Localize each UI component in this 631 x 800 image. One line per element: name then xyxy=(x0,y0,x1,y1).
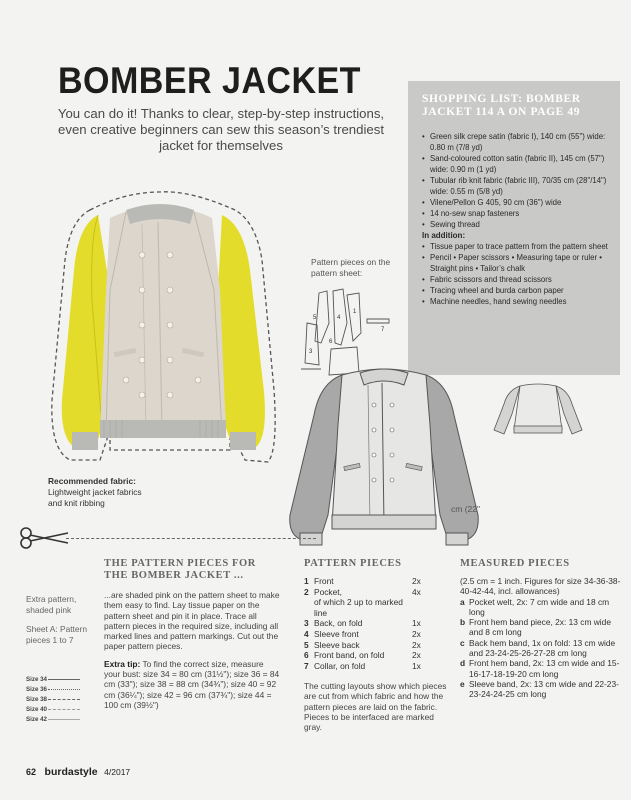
list-item xyxy=(304,618,430,629)
brand-name: burdastyle xyxy=(44,766,98,778)
addition-label: In addition: xyxy=(422,231,466,240)
shopping-list-box xyxy=(408,81,620,375)
size-label: Size 40 xyxy=(26,705,47,713)
piece-qty: 2x xyxy=(412,628,421,639)
list-item xyxy=(304,597,430,618)
cutting-layout-note: The cutting layouts show which pieces are cut from which fabric and how the pattern pieces are laid on the fabric. Pieces to be interfaced are marked gray. xyxy=(304,681,447,733)
size-row xyxy=(26,714,106,724)
measurement-label: cm (22" xyxy=(451,504,480,514)
tip-text: To find the correct size, measure your bust: size 34 = 80 cm (31½"); size 36 = 84 cm (33"); size 38 = 88 cm (34¾"); size 40 = 92 cm (36¼"); size 42 = 96 cm (37¾"); size 44 = 100 cm (39½") xyxy=(104,658,280,710)
size-row xyxy=(26,674,106,684)
piece-number: 4 xyxy=(304,628,309,639)
piece-number: 2 xyxy=(304,586,309,597)
list-item xyxy=(304,629,430,640)
item-text: Pocket welt, 2x: 7 cm wide and 18 cm long xyxy=(469,596,610,617)
piece-qty: 2x xyxy=(412,650,421,661)
list-item: • 14 no-sew snap fasteners xyxy=(422,208,608,219)
piece-label: Front xyxy=(314,576,334,586)
scissors-icon xyxy=(18,527,72,549)
list-item xyxy=(304,587,430,598)
list-item xyxy=(460,658,625,679)
size-row xyxy=(26,704,106,714)
sheet-note: Sheet A: Pattern pieces 1 to 7 xyxy=(26,624,87,645)
svg-text:6: 6 xyxy=(329,339,333,345)
item-text: Back hem band, 1x on fold: 13 cm wide and 23-24-25-26-27-28 cm long xyxy=(469,637,616,659)
piece-label: Pocket, xyxy=(314,586,342,597)
list-item: • Pencil • Paper scissors • Measuring tape or ruler • Straight pins • Tailor’s chalk xyxy=(422,252,608,274)
cut-line-divider xyxy=(66,538,316,539)
piece-number xyxy=(304,597,314,618)
recommended-label: Recommended fabric: xyxy=(48,476,136,486)
instructions-text: ...are shaded pink on the pattern sheet to make them easy to find. Lay tissue paper on the pattern sheet and pin it in place. Trace all pattern pieces in the required size, including all marked lines and pattern markings. Cut out the paper pattern pieces. xyxy=(104,590,280,652)
size-label: Size 34 xyxy=(26,675,47,683)
list-item xyxy=(304,640,430,651)
piece-number: 7 xyxy=(304,660,309,671)
piece-number: 6 xyxy=(304,650,309,661)
list-item: • Tissue paper to trace pattern from the pattern sheet xyxy=(422,241,608,252)
size-label: Size 42 xyxy=(26,715,47,723)
piece-number: 5 xyxy=(304,639,309,650)
list-item xyxy=(460,638,625,659)
piece-qty: 2x xyxy=(412,639,421,650)
pattern-sheet-diagram xyxy=(297,283,402,378)
list-item: • Tubular rib knit fabric (fabric III), 70/35 cm (28"/14") wide: 0.55 m (5/8 yd) xyxy=(422,175,608,197)
extra-tip xyxy=(104,659,282,710)
heading-pattern-pieces-bomber: THE PATTERN PIECES FOR THE BOMBER JACKET ... xyxy=(104,558,256,581)
piece-number: 1 xyxy=(304,576,309,586)
extra-pattern-note: Extra pattern, shaded pink xyxy=(26,594,77,615)
piece-qty xyxy=(412,597,430,618)
tip-label: Extra tip: xyxy=(104,658,141,669)
recommended-fabric xyxy=(48,476,148,509)
jacket-photo xyxy=(30,180,290,480)
page-title: BOMBER JACKET xyxy=(58,60,361,101)
size-legend xyxy=(26,674,106,724)
jacket-sketch-back xyxy=(490,380,585,440)
piece-label: Sleeve front xyxy=(314,628,359,639)
piece-label: Sleeve back xyxy=(314,639,360,650)
list-item: • Machine needles, hand sewing needles xyxy=(422,296,608,307)
side-notes xyxy=(26,594,96,654)
item-letter: c xyxy=(460,637,465,648)
pattern-instructions xyxy=(104,590,282,710)
piece-label: of which 2 up to marked line xyxy=(314,597,403,618)
piece-qty: 1x xyxy=(412,618,421,629)
svg-text:1: 1 xyxy=(353,309,357,315)
list-item xyxy=(460,597,625,618)
issue-date: 4/2017 xyxy=(104,767,131,777)
page-number: 62 xyxy=(26,767,37,777)
svg-text:5: 5 xyxy=(313,315,317,321)
item-text: Sleeve band, 2x: 13 cm wide and 22-23-23-24-24-25 cm long xyxy=(469,678,619,700)
measured-intro: (2.5 cm = 1 inch. Figures for size 34-36-38-40-42-44, incl. allowances) xyxy=(460,576,621,597)
piece-label: Collar, on fold xyxy=(314,660,366,671)
list-item xyxy=(304,576,430,587)
item-letter: a xyxy=(460,596,465,607)
item-text: Front hem band, 2x: 13 cm wide and 15-16-17-18-19-20 cm long xyxy=(469,658,620,679)
svg-text:7: 7 xyxy=(381,327,385,333)
piece-qty: 2x xyxy=(412,576,421,586)
addition-list xyxy=(422,241,608,307)
measured-pieces-list xyxy=(460,576,625,700)
list-item xyxy=(304,650,430,661)
list-item: • Tracing wheel and burda carbon paper xyxy=(422,285,608,296)
svg-text:4: 4 xyxy=(337,315,341,321)
item-text: Front hem band piece, 2x: 13 cm wide and 8 cm long xyxy=(469,617,611,638)
list-item: • Sewing thread xyxy=(422,219,608,230)
recommended-text: Lightweight jacket fabrics and knit ribbing xyxy=(48,487,142,508)
item-letter: b xyxy=(460,617,466,628)
heading-pattern-pieces: PATTERN PIECES xyxy=(304,558,402,569)
heading-measured-pieces: MEASURED PIECES xyxy=(460,558,570,569)
page-footer xyxy=(26,766,130,778)
pattern-sheet-label: Pattern pieces on the pattern sheet: xyxy=(311,257,391,278)
size-label: Size 38 xyxy=(26,695,47,703)
shopping-list-title: SHOPPING LIST: BOMBER JACKET 114 A ON PAGE 49 xyxy=(422,93,581,118)
list-item: • Green silk crepe satin (fabric I), 140 cm (55") wide: 0.80 m (7/8 yd) xyxy=(422,131,608,153)
piece-qty: 1x xyxy=(412,660,421,671)
piece-qty: 4x xyxy=(412,586,421,597)
piece-label: Front band, on fold xyxy=(314,650,385,661)
pattern-pieces-list xyxy=(304,576,430,671)
svg-text:3: 3 xyxy=(309,349,313,355)
piece-number: 3 xyxy=(304,618,309,629)
item-letter: d xyxy=(460,658,466,669)
list-item xyxy=(460,679,625,700)
list-item: • Fabric scissors and thread scissors xyxy=(422,274,608,285)
intro-text: You can do it! Thanks to clear, step-by-step instructions, even creative beginners can sew this season’s trendiest jacket for themselves xyxy=(57,106,385,153)
jacket-sketch-front xyxy=(280,365,488,550)
list-item xyxy=(304,661,430,672)
size-label: Size 36 xyxy=(26,685,47,693)
item-letter: e xyxy=(460,678,465,689)
list-item xyxy=(460,617,625,638)
shopping-list xyxy=(422,131,608,230)
size-row xyxy=(26,694,106,704)
list-item: • Vilene/Pellon G 405, 90 cm (36") wide xyxy=(422,197,608,208)
piece-label: Back, on fold xyxy=(314,618,363,629)
list-item: • Sand-coloured cotton satin (fabric II), 145 cm (57") wide: 0.90 m (1 yd) xyxy=(422,153,608,175)
size-row xyxy=(26,684,106,694)
